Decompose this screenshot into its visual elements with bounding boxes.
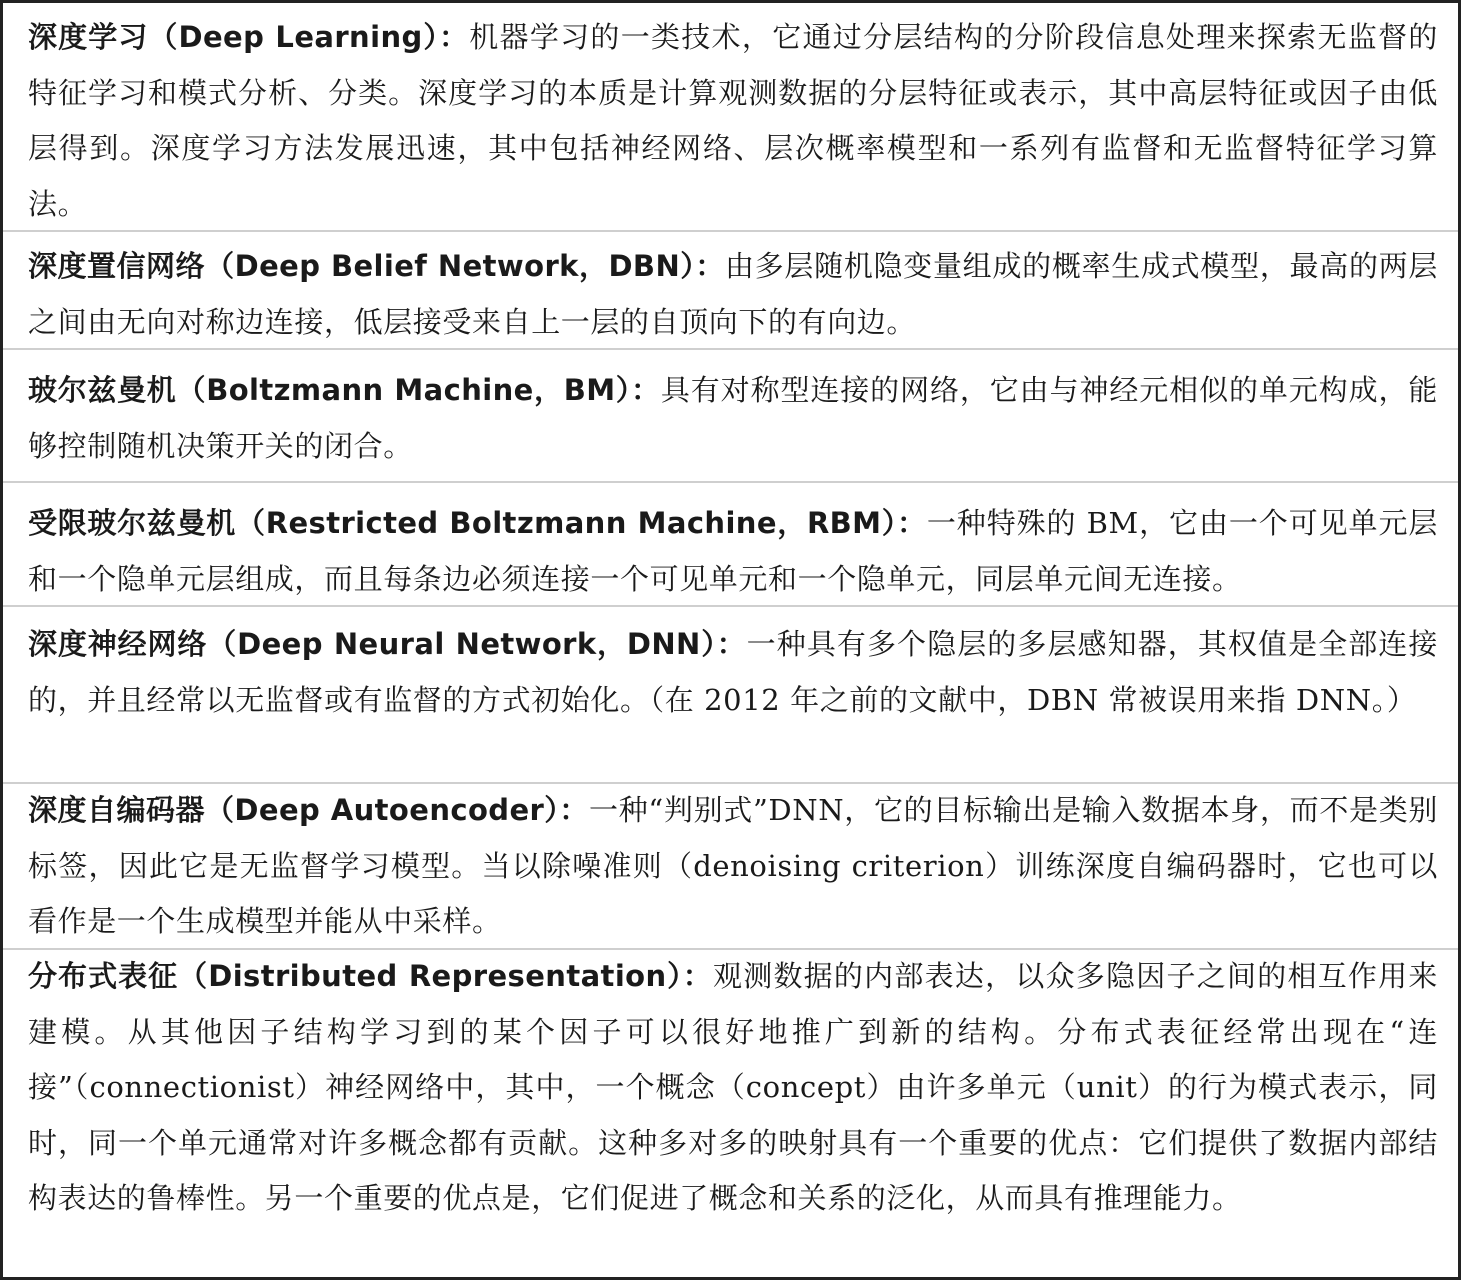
entry-definition: 由多层随机隐变量组成的概率生成式模型，最高的两层之间由无向对称边连接，低层接受来自上一层的自顶向下的有向边。 xyxy=(28,249,1439,339)
glossary-entry-rbm xyxy=(3,496,1458,607)
glossary-entry-distributed-representation xyxy=(3,949,1458,1280)
entry-term: 深度置信网络（Deep Belief Network，DBN） xyxy=(28,249,696,283)
entry-definition: 观测数据的内部表达，以众多隐因子之间的相互作用来建模。从其他因子结构学习到的某个因子可以很好地推广到新的结构。分布式表征经常出现在“连接”（connectionist）神经网络中，其中，一个概念（concept）由许多单元（unit）的行为模式表示，同时，同一个单元通常对许多概念都有贡献。这种多对多的映射具有一个重要的优点：它们提供了数据内部结构表达的鲁棒性。另一个重要的优点是，它们促进了概念和关系的泛化，从而具有推理能力。 xyxy=(28,959,1439,1215)
entry-definition: 一种“判别式”DNN，它的目标输出是输入数据本身，而不是类别标签，因此它是无监督学习模型。当以除噪准则（denoising criterion）训练深度自编码器时，它也可以看作是一个生成模型并能从中采样。 xyxy=(28,793,1438,938)
entry-term: 深度自编码器（Deep Autoencoder） xyxy=(28,793,560,827)
entry-separator: ： xyxy=(630,373,661,407)
glossary-entry-bm xyxy=(3,363,1458,483)
entry-definition: 具有对称型连接的网络，它由与神经元相似的单元构成，能够控制随机决策开关的闭合。 xyxy=(28,373,1438,463)
glossary-entry-deep-autoencoder xyxy=(3,783,1458,950)
entry-term: 深度神经网络（Deep Neural Network，DNN） xyxy=(28,627,717,661)
entry-term: 玻尔兹曼机（Boltzmann Machine，BM） xyxy=(28,373,631,407)
entry-definition: 一种具有多个隐层的多层感知器，其权值是全部连接的，并且经常以无监督或有监督的方式初始化。（在 2012 年之前的文献中，DBN 常被误用来指 DNN。） xyxy=(28,627,1438,717)
entry-term: 深度学习（Deep Learning） xyxy=(28,20,439,54)
glossary-entry-deep-learning xyxy=(3,10,1458,232)
entry-term: 受限玻尔兹曼机（Restricted Boltzmann Machine，RBM） xyxy=(28,506,897,540)
entry-definition: 机器学习的一类技术，它通过分层结构的分阶段信息处理来探索无监督的特征学习和模式分析、分类。深度学习的本质是计算观测数据的分层特征或表示，其中高层特征或因子由低层得到。深度学习方法发展迅速，其中包括神经网络、层次概率模型和一系列有监督和无监督特征学习算法。 xyxy=(28,20,1438,221)
glossary-entry-dbn xyxy=(3,239,1458,350)
entry-separator: ： xyxy=(682,959,713,993)
entry-separator: ： xyxy=(716,627,747,661)
entry-term: 分布式表征（Distributed Representation） xyxy=(28,959,683,993)
entry-separator: ： xyxy=(695,249,725,283)
entry-definition: 一种特殊的 BM，它由一个可见单元层和一个隐单元层组成，而且每条边必须连接一个可见单元和一个隐单元，同层单元间无连接。 xyxy=(28,506,1438,596)
entry-separator: ： xyxy=(559,793,589,827)
entry-separator: ： xyxy=(896,506,927,540)
glossary-entry-dnn xyxy=(3,617,1458,784)
entry-separator: ： xyxy=(438,20,470,54)
